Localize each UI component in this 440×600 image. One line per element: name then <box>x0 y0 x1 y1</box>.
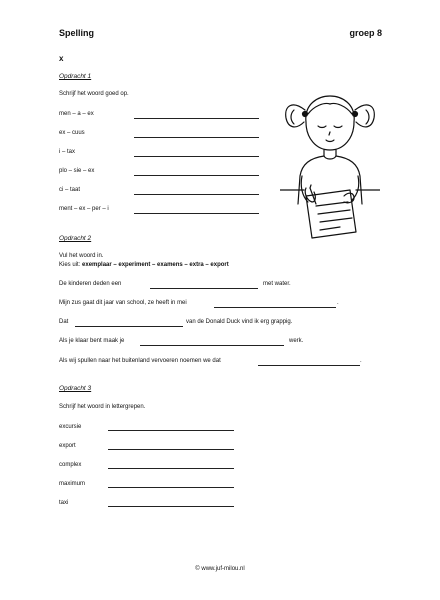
syllable-word: maximum <box>59 481 86 487</box>
sentence-before: Dat <box>59 319 69 325</box>
group-label: groep 8 <box>349 28 382 38</box>
choices-label: Kies uit: <box>59 262 81 268</box>
sentence-after: . <box>360 358 362 364</box>
footer-copyright: © www.juf-milou.nl <box>195 566 245 572</box>
word-item: ex – cuus <box>59 130 85 136</box>
answer-line[interactable] <box>108 449 234 450</box>
answer-line[interactable] <box>108 506 234 507</box>
answer-line[interactable] <box>134 156 259 157</box>
sentence-before: Als je klaar bent maak je <box>59 338 125 344</box>
word-item: men – a – ex <box>59 111 94 117</box>
sentence-before: De kinderen deden een <box>59 281 122 287</box>
fill-in-line[interactable] <box>75 326 183 327</box>
choices-list: exemplaar – experiment – examens – extra – export <box>82 262 229 268</box>
assignment-1-title: Opdracht 1 <box>59 73 92 80</box>
sub-marker: x <box>59 54 64 63</box>
answer-line[interactable] <box>108 468 234 469</box>
sentence-before: Als wij spullen naar het buitenland vervoeren noemen we dat <box>59 358 221 364</box>
assignment-2-instruction: Vul het woord in. <box>59 253 104 259</box>
sentence-after: . <box>337 300 339 306</box>
sentence-after: met water. <box>263 281 291 287</box>
answer-line[interactable] <box>134 118 259 119</box>
answer-line[interactable] <box>134 194 259 195</box>
assignment-3-instruction: Schrijf het woord in lettergrepen. <box>59 404 146 410</box>
answer-line[interactable] <box>134 175 259 176</box>
syllable-word: excursie <box>59 424 82 430</box>
word-item: ci – taat <box>59 187 81 193</box>
syllable-word: export <box>59 443 76 449</box>
page-title: Spelling <box>59 28 95 38</box>
sentence-after: van de Donald Duck vind ik erg grappig. <box>186 319 293 325</box>
sentence-after: werk. <box>289 338 304 344</box>
girl-writing-illustration <box>280 92 380 242</box>
answer-line[interactable] <box>108 430 234 431</box>
syllable-word: complex <box>59 462 82 468</box>
fill-in-line[interactable] <box>140 345 284 346</box>
word-item: plo – sie – ex <box>59 168 95 174</box>
fill-in-line[interactable] <box>214 307 336 308</box>
choices-row <box>59 262 229 268</box>
answer-line[interactable] <box>134 137 259 138</box>
answer-line[interactable] <box>108 487 234 488</box>
sentence-before: Mijn zus gaat dit jaar van school, ze heeft in mei <box>59 300 187 306</box>
syllable-word: taxi <box>59 500 69 506</box>
word-item: ment – ex – per – i <box>59 206 109 212</box>
answer-line[interactable] <box>134 213 259 214</box>
fill-in-line[interactable] <box>258 365 360 366</box>
assignment-3-title: Opdracht 3 <box>59 385 92 392</box>
word-item: i – tax <box>59 149 76 155</box>
fill-in-line[interactable] <box>150 288 258 289</box>
assignment-2-title: Opdracht 2 <box>59 235 92 242</box>
assignment-1-instruction: Schrijf het woord goed op. <box>59 91 129 97</box>
